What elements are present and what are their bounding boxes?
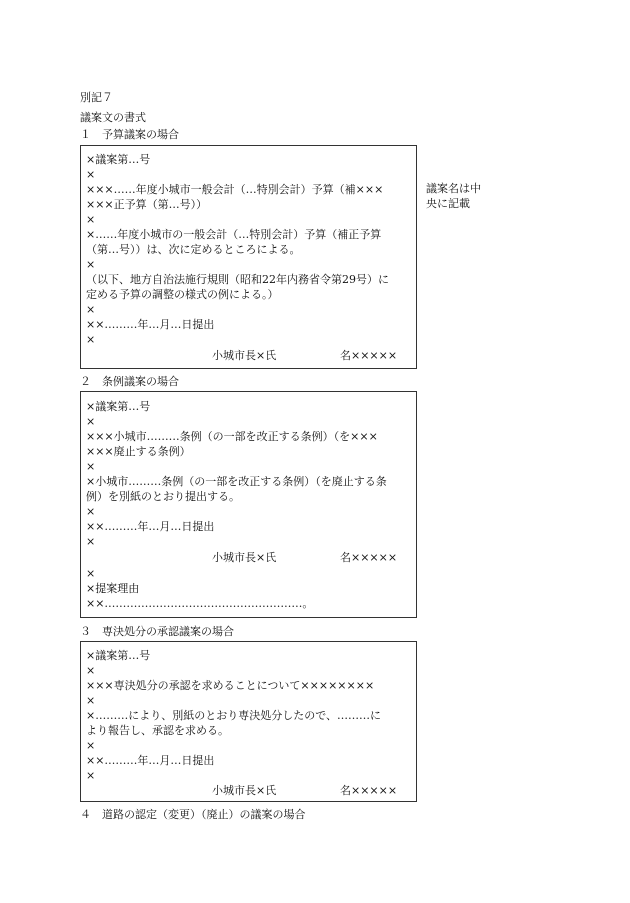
s1-line-6: ×……年度小城市の一般会計（…特別会計）予算（補正予算: [86, 228, 382, 241]
s1-line-3: ×××……年度小城市一般会計（…特別会計）予算（補×××: [86, 183, 384, 196]
s1-line-9: （以下、地方自治法施行規則（昭和22年内務省令第29号）に: [86, 273, 389, 286]
s2-line-3: ×××小城市………条例（の一部を改正する条例）（を×××: [86, 430, 378, 443]
section-1-box: [80, 145, 417, 369]
s2-after-line-3: ××………………………………………………。: [86, 597, 314, 610]
s3-signature-name: 名×××××: [340, 784, 398, 797]
section-1-heading: １ 予算議案の場合: [80, 128, 179, 141]
s3-line-9: ×: [86, 769, 96, 782]
s3-line-3: ×××専決処分の承認を求めることについて××××××××: [86, 679, 375, 692]
s2-line-6: ×小城市………条例（の一部を改正する条例）（を廃止する条: [86, 475, 387, 488]
s1-signature-name: 名×××××: [340, 349, 398, 362]
s3-line-8: ××………年…月…日提出: [86, 754, 215, 767]
s2-line-10: ×: [86, 535, 96, 548]
s2-line-1: ×議案第…号: [86, 400, 151, 413]
page-title: 議案文の書式: [80, 111, 146, 124]
s1-line-7: （第…号））は、次に定めるところによる。: [86, 243, 301, 256]
s1-line-2: ×: [86, 168, 96, 181]
section-2-box: [80, 391, 417, 618]
s1-line-10: 定める予算の調整の様式の例による。）: [86, 288, 279, 301]
s1-line-8: ×: [86, 258, 96, 271]
s1-line-12: ××………年…月…日提出: [86, 318, 215, 331]
section-4-heading: ４ 道路の認定（変更）（廃止）の議案の場合: [80, 808, 306, 821]
s1-note-line-2: 央に記載: [426, 197, 470, 210]
s2-line-2: ×: [86, 415, 96, 428]
s2-after-line-2: ×提案理由: [86, 582, 140, 595]
s3-line-1: ×議案第…号: [86, 649, 151, 662]
s3-line-2: ×: [86, 664, 96, 677]
s2-line-4: ×××廃止する条例）: [86, 445, 191, 458]
appendix-label: 別記７: [80, 91, 113, 104]
s1-line-11: ×: [86, 303, 96, 316]
s1-line-5: ×: [86, 213, 96, 226]
s2-line-7: 例）を別紙のとおり提出する。: [86, 490, 240, 503]
s2-signature-office: 小城市長×氏: [212, 551, 277, 564]
s3-line-5: ×………により、別紙のとおり専決処分したので、………に: [86, 709, 381, 722]
s3-line-6: より報告し、承認を求める。: [86, 724, 229, 737]
s1-line-4: ×××正予算（第…号））: [86, 198, 208, 211]
section-3-heading: ３ 専決処分の承認議案の場合: [80, 625, 234, 638]
section-2-heading: ２ 条例議案の場合: [80, 375, 179, 388]
section-3-box: [80, 641, 417, 802]
s1-line-13: ×: [86, 333, 96, 346]
s3-signature-office: 小城市長×氏: [212, 784, 277, 797]
s2-after-line-1: ×: [86, 567, 96, 580]
s3-line-4: ×: [86, 694, 96, 707]
s3-line-7: ×: [86, 739, 96, 752]
s1-signature-office: 小城市長×氏: [212, 349, 277, 362]
s1-note-line-1: 議案名は中: [426, 182, 481, 195]
s2-line-5: ×: [86, 460, 96, 473]
s1-line-1: ×議案第…号: [86, 153, 151, 166]
s2-line-8: ×: [86, 505, 96, 518]
s2-signature-name: 名×××××: [340, 551, 398, 564]
s2-line-9: ××………年…月…日提出: [86, 520, 215, 533]
